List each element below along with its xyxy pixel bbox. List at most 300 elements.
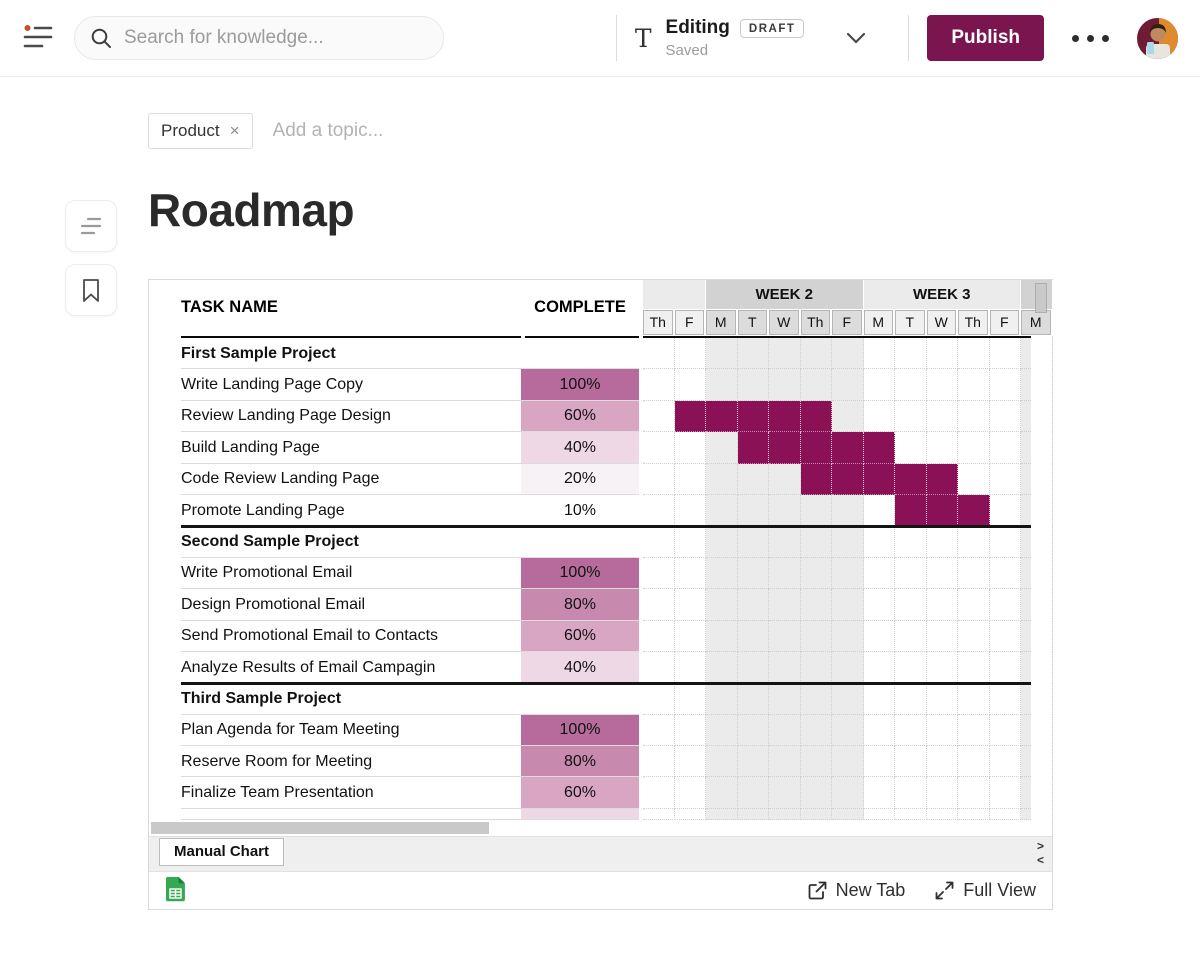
gantt-cell [801,683,833,714]
gantt-cell [958,558,990,589]
gantt-cell [927,621,959,652]
sheet-tab-manual-chart[interactable]: Manual Chart [159,838,284,866]
topic-chip-label: Product [161,121,220,140]
outline-button[interactable] [65,200,117,252]
task-row [149,589,1052,620]
row-separator [181,463,639,464]
gantt-bar-cell [864,464,896,495]
gantt-cell [832,809,864,820]
day-header-cell: Th [643,310,673,335]
gantt-cell [675,621,707,652]
google-sheets-icon [165,877,186,904]
gantt-cell [895,589,927,620]
gantt-cell [643,558,675,589]
gantt-cell [927,558,959,589]
row-separator [181,557,639,558]
gantt-cell [958,715,990,746]
gantt-cell [895,777,927,808]
gantt-cell [958,338,990,369]
gantt-cell [927,589,959,620]
day-header-cell: T [738,310,768,335]
gantt-cell [738,464,770,495]
gantt-cell [706,464,738,495]
gantt-cell [738,715,770,746]
gantt-cell [927,777,959,808]
week-band-empty [643,280,706,309]
gantt-cell [769,652,801,683]
row-separator [181,431,639,432]
gantt-cell [832,777,864,808]
week-band: WEEK 2 [706,280,864,309]
day-header-cell: W [927,310,957,335]
new-tab-link[interactable] [808,880,906,901]
task-row [149,495,1052,526]
gantt-cell [769,746,801,777]
complete-cell: 80% [521,589,639,620]
gantt-cell [927,526,959,557]
column-header-task-name: TASK NAME [181,298,278,316]
gantt-cell [769,777,801,808]
gantt-cell [864,683,896,714]
gantt-cell [643,777,675,808]
gantt-cell [769,621,801,652]
task-row [149,621,1052,652]
gantt-cell [958,369,990,400]
complete-cell [521,683,639,714]
gantt-cell [643,715,675,746]
gantt-cell [927,746,959,777]
section-title-cell: First Sample Project [181,344,336,362]
gantt-cell [958,746,990,777]
section-header-row [149,683,1052,714]
gantt-cell [927,683,959,714]
bookmark-icon [81,278,101,303]
gantt-cell [958,809,990,820]
gantt-cell [675,746,707,777]
app-logo-menu-icon[interactable] [24,23,54,53]
gantt-cell [864,809,896,820]
day-header-cell: F [990,310,1020,335]
vertical-scrollbar-thumb[interactable] [1035,283,1047,313]
task-name-cell: Write Landing Page Copy [181,376,364,394]
gantt-bar-cell [832,432,864,463]
gantt-cell [958,589,990,620]
gantt-cell [769,809,801,820]
gantt-cell [958,683,990,714]
gantt-cell [990,401,1022,432]
gantt-cell [990,683,1022,714]
complete-cell: 100% [521,369,639,400]
gantt-cell [643,432,675,463]
gantt-cell [832,526,864,557]
task-row [149,401,1052,432]
gantt-cell [706,495,738,526]
sheet-header [149,280,1052,338]
gantt-cell [990,715,1022,746]
gantt-cell [769,715,801,746]
gantt-bar-cell [675,401,707,432]
gantt-cell [643,401,675,432]
gantt-cell [832,558,864,589]
day-header-cell: M [864,310,894,335]
saved-status: Saved [665,42,709,59]
gantt-cell [864,621,896,652]
gantt-cell [990,558,1022,589]
task-row [149,746,1052,777]
gantt-cell [706,652,738,683]
gantt-cell [769,369,801,400]
gantt-cell [643,621,675,652]
gantt-cell [990,809,1022,820]
gantt-cell [675,558,707,589]
row-separator [181,494,639,495]
gantt-cell [643,464,675,495]
gantt-cell [643,746,675,777]
task-name-cell: Design Promotional Email [181,595,366,613]
gantt-cell [864,338,896,369]
gantt-cell [706,558,738,589]
gantt-bar-cell [895,495,927,526]
gantt-cell [706,369,738,400]
gantt-cell [769,338,801,369]
gantt-cell [769,526,801,557]
user-avatar[interactable] [1137,18,1178,59]
sheet-tab-strip [149,836,1052,871]
gantt-cell [738,558,770,589]
task-name-cell: Review Landing Page Design [181,407,391,425]
expand-icon [935,881,954,900]
gantt-cell [643,809,675,820]
task-name-cell: Plan Agenda for Team Meeting [181,721,400,739]
row-separator [181,400,639,401]
task-row [149,464,1052,495]
gantt-cell [769,495,801,526]
gantt-cell [706,432,738,463]
gantt-cell [895,621,927,652]
gantt-cell [832,746,864,777]
more-options-button[interactable] [1072,35,1109,42]
gantt-cell [706,777,738,808]
task-name-cell: Send Promotional Email to Contacts [181,627,439,645]
gantt-cell [958,777,990,808]
gantt-cell [958,652,990,683]
gantt-cell [927,809,959,820]
gantt-bar-cell [738,401,770,432]
row-separator [181,714,639,715]
search-input[interactable] [122,26,427,50]
task-row [149,809,1052,820]
task-row [149,777,1052,808]
section-header-row [149,526,1052,557]
gantt-cell [675,464,707,495]
gantt-bar-cell [801,432,833,463]
full-view-label: Full View [963,879,1036,900]
day-header-cell: M [1021,310,1051,335]
gantt-cell [643,338,675,369]
gantt-cell [895,526,927,557]
gantt-cell [927,432,959,463]
horizontal-scrollbar[interactable] [149,820,1052,836]
gantt-cell [801,558,833,589]
gantt-cell [895,338,927,369]
gantt-cell [738,621,770,652]
gantt-cell [706,338,738,369]
day-header-cell: F [675,310,705,335]
gantt-cell [706,809,738,820]
gantt-cell [990,369,1022,400]
publish-button[interactable]: Publish [927,15,1044,61]
column-header-complete: COMPLETE [534,298,626,316]
gantt-cell [706,746,738,777]
gantt-cell [738,526,770,557]
gantt-bar-cell [927,495,959,526]
task-name-cell: Write Promotional Email [181,564,353,582]
gantt-bar-cell [769,401,801,432]
complete-cell: 80% [521,746,639,777]
day-header-cell: W [769,310,799,335]
gantt-cell [990,495,1022,526]
mode-label: Editing [665,17,730,38]
gantt-cell [990,526,1022,557]
gantt-cell [675,495,707,526]
complete-cell [521,338,639,369]
gantt-cell [801,526,833,557]
gantt-cell [738,746,770,777]
gantt-cell [675,652,707,683]
gantt-cell [769,558,801,589]
gantt-cell [738,652,770,683]
search-icon [91,28,112,49]
gantt-cell [801,621,833,652]
gantt-cell [990,652,1022,683]
gantt-cell [895,432,927,463]
gantt-header [643,280,1042,338]
row-separator [181,525,639,526]
task-row [149,432,1052,463]
gantt-cell [832,338,864,369]
task-row [149,369,1052,400]
section-title-cell: Third Sample Project [181,689,342,707]
task-name-cell: Finalize Team Presentation [181,784,374,802]
gantt-cell [738,809,770,820]
gantt-cell [895,715,927,746]
gantt-cell [706,621,738,652]
gantt-bar-cell [895,464,927,495]
gantt-cell [706,715,738,746]
week-band: WEEK 3 [864,280,1022,309]
gantt-cell [895,683,927,714]
sheet-footer [149,871,1052,909]
gantt-cell [864,495,896,526]
gantt-cell [675,809,707,820]
task-row [149,558,1052,589]
row-separator [181,819,639,820]
tab-scroll-left-arrow[interactable]: < [1036,852,1044,867]
section-header-row [149,338,1052,369]
gantt-cell [895,809,927,820]
gantt-cell [801,746,833,777]
gantt-cell [801,338,833,369]
gantt-cell [864,652,896,683]
gantt-cell [675,683,707,714]
gantt-cell [801,777,833,808]
gantt-cell [895,746,927,777]
gantt-cell [738,369,770,400]
draft-badge: DRAFT [740,19,804,38]
gantt-cell [990,621,1022,652]
day-header-cell: Th [958,310,988,335]
task-name-cell: Promote Landing Page [181,501,345,519]
gantt-cell [706,683,738,714]
doc-mode-menu[interactable] [635,17,891,59]
gantt-cell [801,809,833,820]
gantt-cell [990,338,1022,369]
gantt-cell [832,369,864,400]
add-topic-input[interactable] [271,119,495,143]
gantt-cell [738,589,770,620]
complete-cell: 20% [521,464,639,495]
topic-chip-product[interactable] [148,113,253,149]
row-separator [181,588,639,589]
gantt-cell [927,715,959,746]
task-row [149,715,1052,746]
task-name-cell: Analyze Results of Email Campagin [181,658,436,676]
complete-cell: 100% [521,715,639,746]
gantt-cell [769,589,801,620]
task-name-cell: Build Landing Page [181,438,320,456]
text-mode-icon: T [634,23,652,53]
complete-cell: 60% [521,401,639,432]
gantt-cell [990,777,1022,808]
row-separator [181,620,639,621]
task-row [149,652,1052,683]
gantt-cell [643,652,675,683]
tab-scroll-right-arrow[interactable]: > [1036,838,1044,853]
gantt-bar-cell [706,401,738,432]
task-name-cell: Reserve Room for Meeting [181,752,373,770]
gantt-cell [864,401,896,432]
page-title[interactable]: Roadmap [148,184,355,236]
gantt-cell [990,432,1022,463]
complete-cell: 100% [521,558,639,589]
gantt-cell [864,777,896,808]
gantt-cell [958,526,990,557]
gantt-cell [801,495,833,526]
gantt-cell [832,621,864,652]
gantt-cell [832,401,864,432]
gantt-cell [675,526,707,557]
gantt-cell [895,401,927,432]
gantt-cell [675,589,707,620]
spreadsheet-embed[interactable] [148,279,1053,910]
gantt-cell [675,369,707,400]
complete-cell: 40% [521,652,639,683]
gantt-cell [675,432,707,463]
gantt-cell [864,526,896,557]
gantt-cell [864,589,896,620]
complete-cell: 10% [521,495,639,526]
complete-cell: 60% [521,621,639,652]
gantt-cell [895,558,927,589]
gantt-cell [675,777,707,808]
gantt-cell [801,652,833,683]
gantt-cell [895,652,927,683]
section-title-cell: Second Sample Project [181,533,359,551]
row-separator [181,368,639,369]
gantt-cell [864,715,896,746]
gantt-cell [990,589,1022,620]
gantt-cell [864,369,896,400]
gantt-cell [738,777,770,808]
gantt-bar-cell [832,464,864,495]
topics-row [148,113,1200,149]
gantt-cell [706,526,738,557]
complete-cell: 40% [521,432,639,463]
gantt-cell [832,652,864,683]
row-separator [181,651,639,652]
gantt-cell [675,715,707,746]
gantt-cell [927,401,959,432]
external-link-icon [808,881,827,900]
gantt-cell [706,589,738,620]
gantt-cell [895,369,927,400]
gantt-cell [832,589,864,620]
gantt-cell [864,746,896,777]
row-separator [181,745,639,746]
gantt-bar-cell [801,464,833,495]
day-header-cell: T [895,310,925,335]
horizontal-scrollbar-thumb[interactable] [151,822,489,834]
gantt-cell [643,369,675,400]
gantt-cell [643,589,675,620]
gantt-cell [801,589,833,620]
gantt-cell [801,369,833,400]
gantt-cell [927,652,959,683]
gantt-cell [990,746,1022,777]
gantt-cell [958,401,990,432]
complete-cell [521,526,639,557]
new-tab-label: New Tab [835,879,906,900]
divider [616,15,617,61]
gantt-cell [643,683,675,714]
day-header-cell: Th [801,310,831,335]
remove-topic-icon[interactable]: × [229,121,240,140]
day-header-cell: M [706,310,736,335]
search-bar[interactable] [74,16,444,60]
gantt-bar-cell [927,464,959,495]
row-separator [181,808,639,809]
full-view-link[interactable] [935,880,1036,901]
gantt-cell [738,495,770,526]
day-header-cell: F [832,310,862,335]
gantt-cell [738,683,770,714]
gantt-bar-cell [864,432,896,463]
gantt-cell [958,464,990,495]
row-separator [181,682,639,683]
gantt-cell [927,338,959,369]
gantt-cell [801,715,833,746]
gantt-cell [643,495,675,526]
gantt-cell [769,464,801,495]
gantt-cell [675,338,707,369]
bookmark-button[interactable] [65,264,117,316]
chevron-down-icon[interactable] [846,32,866,44]
complete-cell: 60% [521,777,639,808]
top-bar [0,0,1200,77]
task-name-cell: Code Review Landing Page [181,470,380,488]
gantt-cell [958,621,990,652]
gantt-cell [769,683,801,714]
